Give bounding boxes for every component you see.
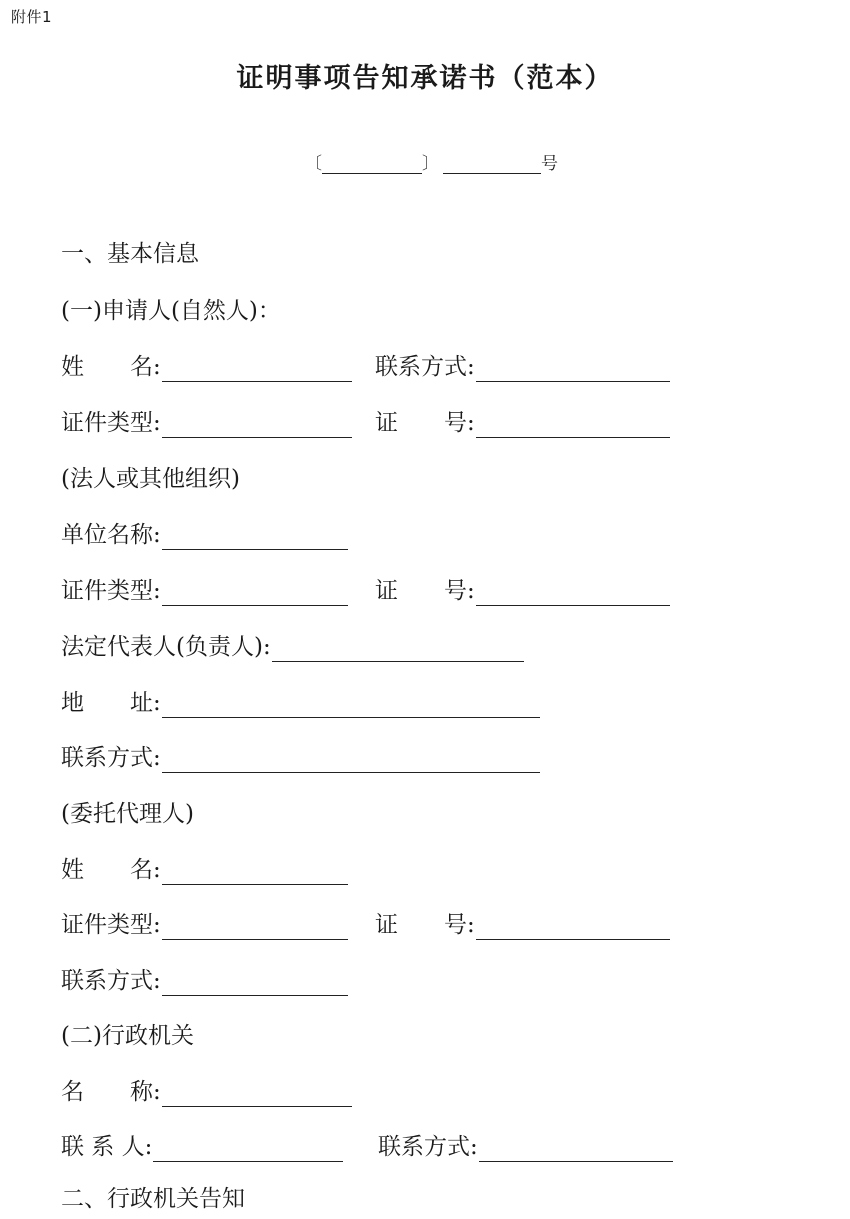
applicant-id-no-field — [375, 408, 670, 438]
authority-contact-person-input[interactable] — [153, 1139, 343, 1162]
applicant-contact-input[interactable] — [476, 359, 670, 382]
authority-contact-field — [378, 1132, 673, 1162]
agent-contact-field — [61, 966, 348, 996]
agent-name-input[interactable] — [162, 862, 348, 885]
authority-name-field — [61, 1077, 352, 1107]
applicant-id-type-field — [61, 408, 352, 438]
section-authority-notice-heading: 二、行政机关告知 — [61, 1186, 245, 1212]
legal-entity-heading: (法人或其他组织) — [61, 466, 240, 492]
document-title: 证明事项告知承诺书（范本） — [236, 63, 614, 94]
agent-contact-input[interactable] — [162, 973, 348, 996]
org-id-type-input[interactable] — [162, 583, 348, 606]
org-name-input[interactable] — [162, 527, 348, 550]
org-address-field — [61, 688, 540, 718]
agent-id-no-field — [375, 910, 670, 940]
authority-heading: (二)行政机关 — [61, 1023, 194, 1049]
authority-contact-input[interactable] — [479, 1139, 673, 1162]
applicant-id-type-input[interactable] — [162, 415, 352, 438]
document-number — [305, 153, 558, 174]
org-name-label: 单位名称: — [61, 522, 161, 548]
authority-name-input[interactable] — [162, 1084, 352, 1107]
authority-contact-person-label: 联 系 人: — [61, 1134, 153, 1160]
agent-id-type-input[interactable] — [162, 917, 348, 940]
org-name-field — [61, 520, 348, 550]
applicant-natural-heading: (一)申请人(自然人)： — [61, 298, 281, 324]
org-contact-label: 联系方式: — [61, 745, 161, 771]
org-id-type-field — [61, 576, 348, 606]
doc-number-serial-field[interactable] — [443, 153, 541, 174]
agent-heading: (委托代理人) — [61, 801, 194, 827]
attachment-label: 附件1 — [11, 8, 53, 26]
org-id-no-input[interactable] — [476, 583, 670, 606]
org-id-no-field — [375, 576, 670, 606]
agent-id-type-label: 证件类型: — [61, 912, 161, 938]
org-address-input[interactable] — [162, 695, 540, 718]
applicant-id-type-label: 证件类型: — [61, 410, 161, 436]
applicant-contact-label: 联系方式: — [375, 354, 475, 380]
agent-id-no-input[interactable] — [476, 917, 670, 940]
agent-id-type-field — [61, 910, 348, 940]
applicant-name-field — [61, 352, 352, 382]
doc-number-suffix: 号 — [541, 154, 558, 174]
doc-number-close-bracket: 〕 — [422, 154, 439, 174]
applicant-id-no-label: 证 号: — [375, 410, 475, 436]
legal-rep-label: 法定代表人(负责人): — [61, 634, 271, 660]
applicant-name-label: 姓 名: — [61, 354, 161, 380]
org-id-no-label: 证 号: — [375, 578, 475, 604]
section-basic-info-heading: 一、基本信息 — [61, 241, 199, 267]
agent-contact-label: 联系方式: — [61, 968, 161, 994]
org-contact-field — [61, 743, 540, 773]
authority-contact-person-field — [61, 1132, 343, 1162]
applicant-id-no-input[interactable] — [476, 415, 670, 438]
legal-rep-field — [61, 632, 524, 662]
doc-number-year-field[interactable] — [322, 153, 422, 174]
authority-contact-label: 联系方式: — [378, 1134, 478, 1160]
applicant-name-input[interactable] — [162, 359, 352, 382]
org-address-label: 地 址: — [61, 690, 161, 716]
legal-rep-input[interactable] — [272, 639, 524, 662]
doc-number-open-bracket: 〔 — [305, 154, 322, 174]
agent-id-no-label: 证 号: — [375, 912, 475, 938]
applicant-contact-field — [375, 352, 670, 382]
agent-name-label: 姓 名: — [61, 857, 161, 883]
org-id-type-label: 证件类型: — [61, 578, 161, 604]
agent-name-field — [61, 855, 348, 885]
authority-name-label: 名 称: — [61, 1079, 161, 1105]
org-contact-input[interactable] — [162, 750, 540, 773]
